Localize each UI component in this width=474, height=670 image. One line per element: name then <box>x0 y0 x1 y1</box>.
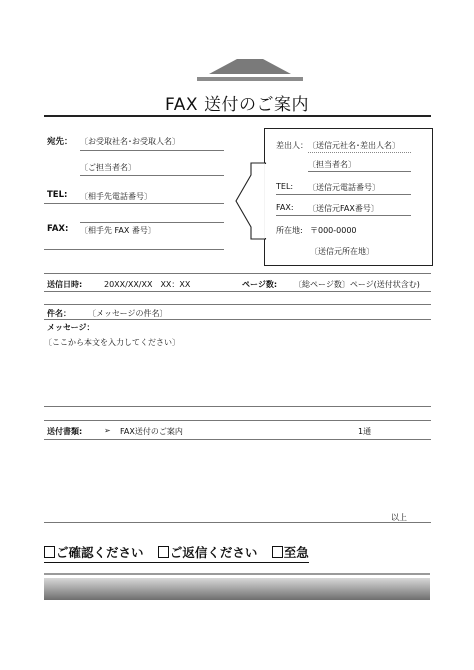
sender-tel: 〔送信元電話番号〕 <box>308 183 380 192</box>
divider <box>44 273 431 274</box>
page-title: FAX 送付のご案内 <box>165 95 309 115</box>
sender-from: 〔送信元社名･差出人名〕 <box>308 141 400 150</box>
sender-from-label: 差出人： <box>276 141 308 150</box>
divider <box>44 522 431 523</box>
recipient-tel: 〔相手先電話番号〕 <box>80 192 152 201</box>
divider <box>44 420 431 421</box>
title-underline <box>44 115 431 117</box>
checkbox-label: ご返信ください <box>169 545 258 560</box>
subject-value: 〔メッセージの件名〕 <box>88 309 168 318</box>
divider <box>80 175 224 176</box>
sender-address-label: 所在地: <box>276 226 303 235</box>
recipient-company: 〔お受取社名･お受取人名〕 <box>80 137 180 146</box>
pages-value: 〔総ページ数〕ページ(送付状含む) <box>294 280 420 289</box>
sender-tel-label: TEL: <box>276 182 294 191</box>
checkbox-icon <box>44 546 55 558</box>
bottom-thin-line <box>44 573 430 575</box>
document-item-count: 1通 <box>358 427 372 436</box>
divider <box>44 291 431 292</box>
divider <box>308 171 411 172</box>
recipient-person: 〔ご担当者名〕 <box>80 163 136 172</box>
divider <box>44 439 431 440</box>
sender-address: 〔送信元所在地〕 <box>310 247 374 256</box>
checkbox-row <box>44 543 309 563</box>
divider <box>276 194 411 195</box>
checkbox-confirm[interactable] <box>44 545 144 560</box>
sender-fax: 〔送信元FAX番号〕 <box>308 204 379 213</box>
sender-postal: 〒000-0000 <box>310 226 357 235</box>
divider <box>80 222 224 223</box>
checkbox-icon <box>272 546 283 558</box>
send-date-label: 送信日時: <box>47 280 83 289</box>
send-date: 20XX/XX/XX XX：XX <box>104 280 191 289</box>
checkbox-icon <box>158 546 169 558</box>
divider <box>44 406 431 407</box>
checkbox-label: ご確認ください <box>56 545 144 560</box>
divider <box>80 150 224 151</box>
sender-pointer-arrow <box>234 161 268 241</box>
documents-label: 送付書類: <box>47 427 83 436</box>
divider <box>44 304 431 305</box>
document-item-name: FAX送付のご案内 <box>120 427 183 436</box>
divider <box>44 249 224 250</box>
sender-person: 〔担当者名〕 <box>308 160 356 169</box>
checkbox-reply[interactable] <box>158 545 258 560</box>
divider <box>44 203 224 204</box>
recipient-tel-label: TEL: <box>47 190 68 200</box>
message-label: メッセージ： <box>47 323 95 332</box>
subject-label: 件名： <box>47 309 71 318</box>
bullet-arrow-icon: ➢ <box>104 426 111 435</box>
closing-text: 以上 <box>391 513 407 522</box>
recipient-to-label: 宛先： <box>47 137 73 147</box>
message-body: 〔ここから本文を入力してください〕 <box>44 338 180 347</box>
divider <box>276 215 411 216</box>
checkbox-label: 至急 <box>283 545 309 560</box>
recipient-fax-label: FAX: <box>47 224 69 234</box>
divider <box>44 319 431 320</box>
pages-label: ページ数: <box>242 280 278 289</box>
recipient-fax: 〔相手先 FAX 番号〕 <box>80 226 156 235</box>
sender-fax-label: FAX: <box>276 203 294 212</box>
bottom-gradient-band <box>44 578 430 600</box>
checkbox-urgent[interactable] <box>272 545 309 560</box>
header-triangle-logo <box>195 58 305 82</box>
dotted-divider <box>308 152 411 153</box>
